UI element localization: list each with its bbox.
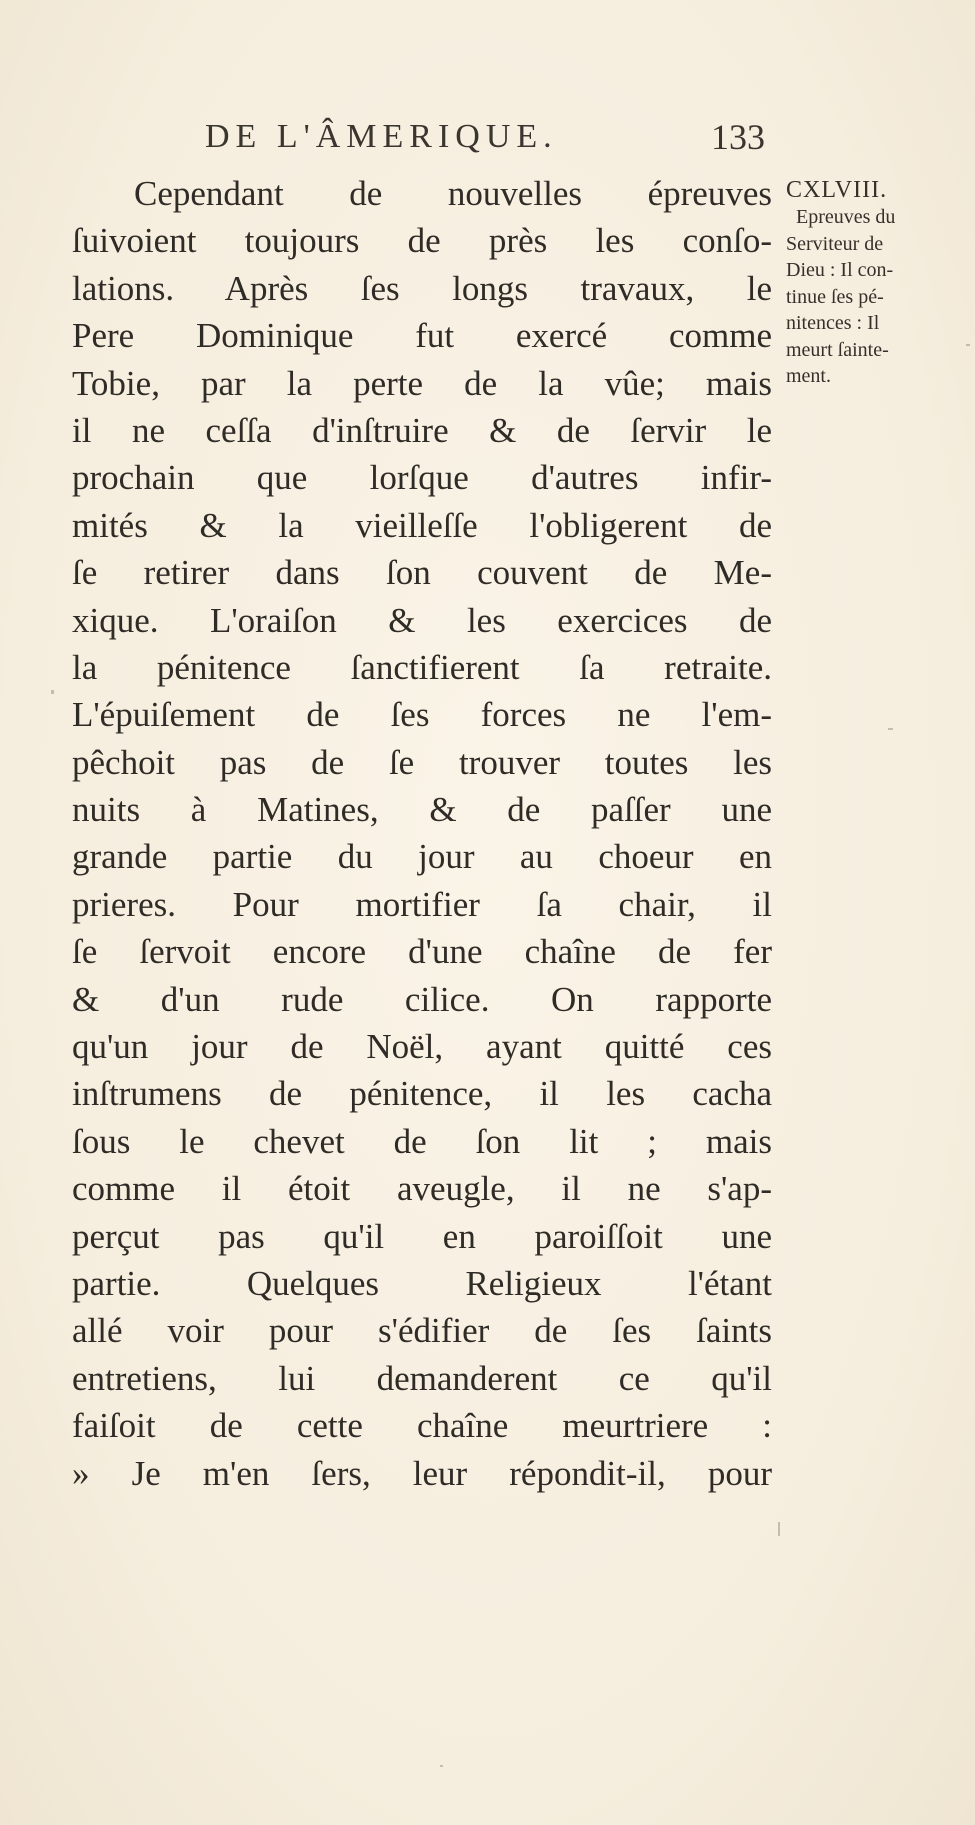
marginal-note <box>786 176 956 390</box>
paper-speck <box>966 344 970 346</box>
paper-speck <box>440 1765 443 1767</box>
text-line: pêchoit pas de ſe trouver toutes les <box>72 742 772 782</box>
paper-speck <box>888 728 893 730</box>
text-line: mités & la vieilleſſe l'obligerent de <box>72 505 772 545</box>
paper-speck <box>51 690 54 694</box>
marginal-note-line: Dieu : Il con- <box>786 259 894 281</box>
text-line: il ne ceſſa d'inſtruire & de ſervir le <box>72 410 772 450</box>
page-number: 133 <box>711 117 765 157</box>
text-line: grande partie du jour au choeur en <box>72 837 772 877</box>
body-text <box>72 170 772 1497</box>
marginal-note-line: Serviteur de <box>786 232 884 255</box>
text-line: prieres. Pour mortifier ſa chair, il <box>72 884 772 924</box>
paper-speck <box>778 1522 780 1536</box>
text-line: L'épuiſement de ſes forces ne l'em- <box>72 695 772 735</box>
text-line: ſe retirer dans ſon couvent de Me- <box>72 553 772 593</box>
text-line: Pere Dominique fut exercé comme <box>72 316 772 356</box>
text-line: la pénitence ſanctifierent ſa retraite. <box>72 647 772 687</box>
text-line: comme il étoit aveugle, il ne s'ap- <box>72 1169 772 1209</box>
marginal-note-line: tinue ſes pé- <box>786 285 884 308</box>
text-line: allé voir pour s'édifier de ſes ſaints <box>72 1311 772 1351</box>
text-line: prochain que lorſque d'autres infir- <box>72 458 772 498</box>
marginal-note-line: Epreuves du <box>796 206 896 228</box>
text-line: & d'un rude cilice. On rapporte <box>72 979 772 1019</box>
text-line: Cependant de nouvelles épreuves <box>134 174 772 213</box>
text-line: ſuivoient toujours de près les conſo- <box>72 221 772 261</box>
marginal-note-number: CXLVIII. <box>786 177 888 203</box>
text-line: xique. L'oraiſon & les exercices de <box>72 600 772 640</box>
marginal-note-line: ment. <box>786 365 831 387</box>
marginal-note-line: nitences : Il <box>786 312 880 334</box>
marginal-note-line: meurt ſainte- <box>786 338 889 361</box>
text-line: perçut pas qu'il en paroiſſoit une <box>72 1216 772 1256</box>
text-line: partie. Quelques Religieux l'étant <box>72 1263 772 1303</box>
text-line: entretiens, lui demanderent ce qu'il <box>72 1358 772 1398</box>
text-line: inſtrumens de pénitence, il les cacha <box>72 1074 772 1114</box>
text-line: faiſoit de cette chaîne meurtriere : <box>72 1406 772 1446</box>
running-head-title: DE L'ÂMERIQUE. <box>205 118 558 155</box>
text-line: nuits à Matines, & de paſſer une <box>72 790 772 830</box>
text-line: ſous le chevet de ſon lit ; mais <box>72 1121 772 1161</box>
text-line: lations. Après ſes longs travaux, le <box>72 268 772 308</box>
text-line: qu'un jour de Noël, ayant quitté ces <box>72 1027 772 1067</box>
text-line: ſe ſervoit encore d'une chaîne de fer <box>72 932 772 972</box>
text-line: » Je m'en ſers, leur répondit-il, pour <box>72 1453 772 1493</box>
text-line: Tobie, par la perte de la vûe; mais <box>72 363 772 403</box>
running-head <box>205 118 765 168</box>
